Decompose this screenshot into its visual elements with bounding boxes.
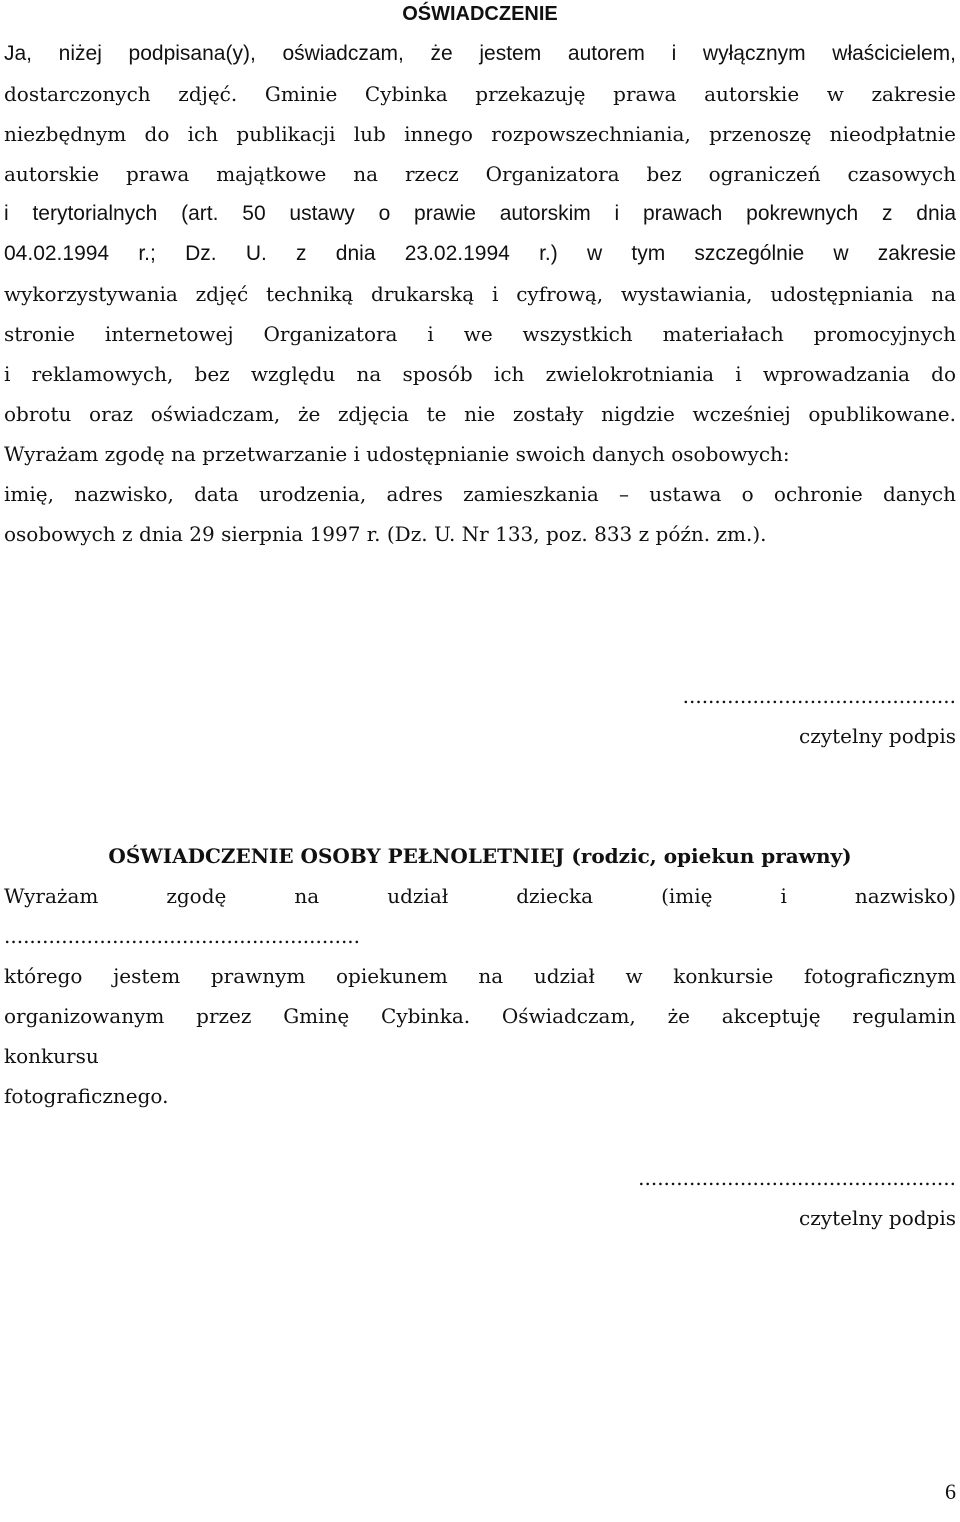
guardian-signature-line: .................................................. [638,1166,956,1190]
signature-line: ........................................... [682,684,956,708]
statement-line-12: imię, nazwisko, data urodzenia, adres zamieszkania – ustawa o ochronie danych [4,482,956,506]
adult-statement-title: OŚWIADCZENIE OSOBY PEŁNOLETNIEJ (rodzic, opiekun prawny) [108,844,852,868]
statement-line-11: Wyrażam zgodę na przetwarzanie i udostępnianie swoich danych osobowych: [4,442,790,466]
statement-line-9: i reklamowych, bez względu na sposób ich zwielokrotniania i wprowadzania do [4,362,956,386]
statement-line-1: Ja, niżej podpisana(y), oświadczam, że jestem autorem i wyłącznym właścicielem, [4,42,956,65]
adult-statement-line-6: fotograficznego. [4,1084,169,1108]
signature-label: czytelny podpis [799,724,956,748]
adult-statement-line-1: Wyrażam zgodę na udział dziecka (imię i nazwisko) [4,884,956,908]
child-name-blank: ........................................................ [4,924,361,948]
statement-line-4: autorskie prawa majątkowe na rzecz Organizatora bez ograniczeń czasowych [4,162,956,186]
statement-line-10: obrotu oraz oświadczam, że zdjęcia te nie zostały nigdzie wcześniej opublikowane. [4,402,956,426]
statement-line-8: stronie internetowej Organizatora i we wszystkich materiałach promocyjnych [4,322,956,346]
statement-line-3: niezbędnym do ich publikacji lub innego rozpowszechniania, przenoszę nieodpłatnie [4,122,956,146]
adult-statement-line-3: którego jestem prawnym opiekunem na udział w konkursie fotograficznym [4,964,956,988]
statement-line-7: wykorzystywania zdjęć techniką drukarską i cyfrową, wystawiania, udostępniania na [4,282,956,306]
statement-line-6: 04.02.1994 r.; Dz. U. z dnia 23.02.1994 r.) w tym szczególnie w zakresie [4,242,956,265]
statement-title: OŚWIADCZENIE [402,3,558,25]
adult-statement-line-4: organizowanym przez Gminę Cybinka. Oświadczam, że akceptuję regulamin [4,1004,956,1028]
statement-line-2: dostarczonych zdjęć. Gminie Cybinka przekazuję prawa autorskie w zakresie [4,82,956,106]
statement-line-5: i terytorialnych (art. 50 ustawy o prawie autorskim i prawach pokrewnych z dnia [4,202,956,225]
statement-line-13: osobowych z dnia 29 sierpnia 1997 r. (Dz. U. Nr 133, poz. 833 z późn. zm.). [4,522,767,546]
page-number: 6 [945,1479,956,1504]
adult-statement-line-5: konkursu [4,1044,99,1068]
guardian-signature-label: czytelny podpis [799,1206,956,1230]
